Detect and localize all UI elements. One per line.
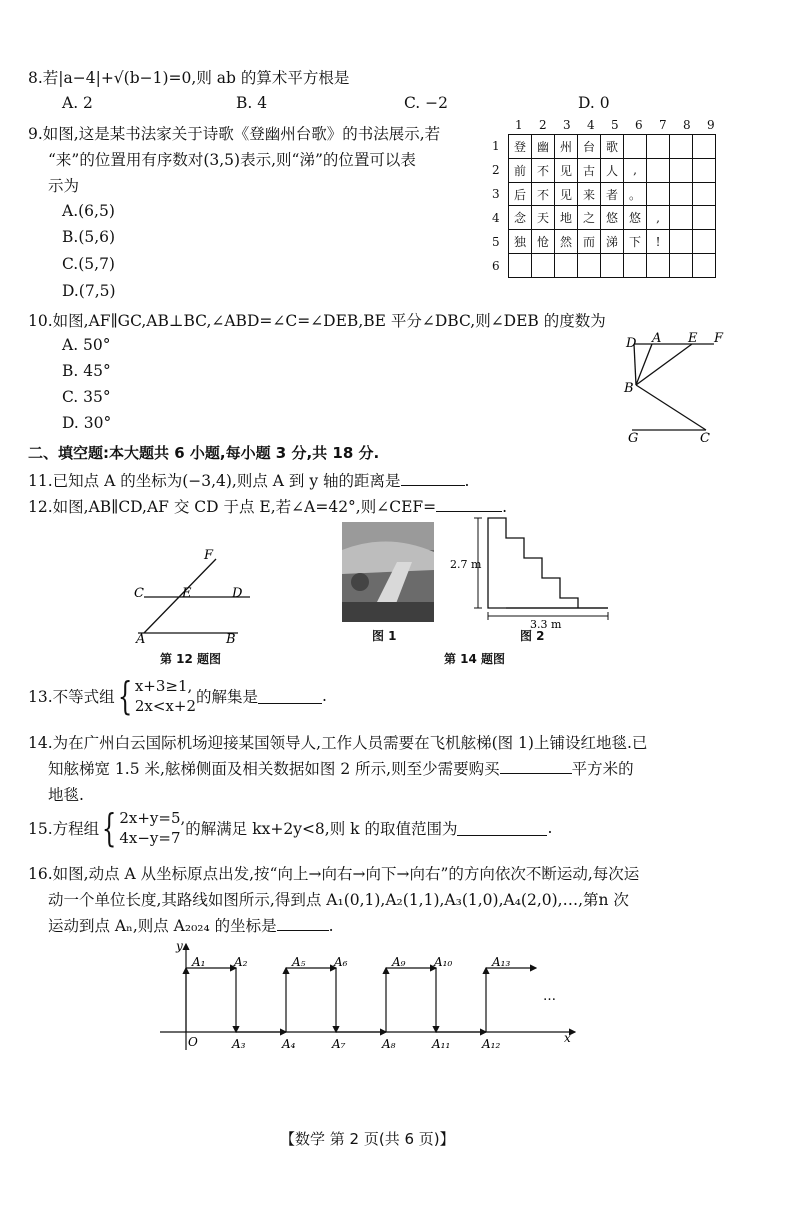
q10-option-c: C. 35° bbox=[62, 388, 111, 406]
q11 bbox=[28, 469, 469, 491]
grid-cell bbox=[670, 182, 693, 206]
q10-figure bbox=[620, 330, 730, 445]
grid-cell: ! bbox=[647, 230, 670, 254]
q12-answer-blank[interactable] bbox=[436, 497, 502, 512]
point-label-bottom: A₈ bbox=[382, 1037, 396, 1051]
fig14-photo bbox=[342, 522, 434, 622]
grid-cell bbox=[624, 254, 647, 278]
q14-line3: 地毯. bbox=[48, 786, 84, 804]
q9-option-d: D.(7,5) bbox=[62, 282, 116, 300]
grid-cell: 前 bbox=[509, 158, 532, 182]
fig14-img2-label: 图 2 bbox=[520, 629, 545, 643]
grid-cell bbox=[624, 135, 647, 159]
q15-brace: { bbox=[101, 806, 117, 850]
point-label-top: A₁₀ bbox=[434, 955, 453, 969]
width-label: 3.3 m bbox=[530, 618, 562, 630]
grid-cell bbox=[693, 254, 716, 278]
grid-cell: 涕 bbox=[601, 230, 624, 254]
grid-cell bbox=[647, 254, 670, 278]
q10-option-a: A. 50° bbox=[62, 336, 111, 354]
grid-cell bbox=[670, 230, 693, 254]
q9-option-c: C.(5,7) bbox=[62, 255, 115, 273]
grid-cell bbox=[670, 254, 693, 278]
point-label-top: A₁ bbox=[192, 955, 206, 969]
q13-line1: x+3≥1, bbox=[134, 677, 193, 695]
grid-cell: 下 bbox=[624, 230, 647, 254]
grid-cell: 地 bbox=[555, 206, 578, 230]
grid-cell bbox=[693, 206, 716, 230]
grid-cell: 古 bbox=[578, 158, 601, 182]
photo-engine bbox=[351, 573, 369, 591]
fig12 bbox=[128, 545, 263, 645]
photo-ground bbox=[342, 602, 434, 622]
q15-line2: 4x−y=7 bbox=[119, 829, 181, 847]
point-label-bottom: A₃ bbox=[232, 1037, 246, 1051]
label-d: D bbox=[232, 586, 243, 601]
q10-option-d: D. 30° bbox=[62, 414, 112, 432]
point-label-top: A₉ bbox=[392, 955, 406, 969]
grid-cell: 人 bbox=[601, 158, 624, 182]
y-label: y bbox=[176, 939, 183, 953]
grid-cell: 之 bbox=[578, 206, 601, 230]
label-b: B bbox=[226, 632, 236, 645]
motion-path bbox=[186, 968, 536, 1032]
grid-col-number: 8 bbox=[683, 118, 691, 132]
q8-option-d: D. 0 bbox=[578, 94, 610, 112]
fig14-img1-label: 图 1 bbox=[372, 629, 397, 643]
continuation-dots: … bbox=[543, 989, 556, 1004]
q15-answer-blank[interactable] bbox=[457, 821, 547, 836]
q16-line1: 16.如图,动点 A 从坐标原点出发,按“向上→向右→向下→向右”的方向依次不断运动,每次运 bbox=[28, 865, 640, 883]
grid-cell bbox=[532, 254, 555, 278]
grid-cell: 见 bbox=[555, 158, 578, 182]
section-2-title: 二、填空题:本大题共 6 小题,每小题 3 分,共 18 分. bbox=[28, 444, 380, 462]
q9-stem-line2: “来”的位置用有序数对(3,5)表示,则“涕”的位置可以表 bbox=[48, 151, 416, 169]
grid-cell: 者 bbox=[601, 182, 624, 206]
fig12-caption: 第 12 题图 bbox=[160, 652, 222, 666]
grid-cell: 。 bbox=[624, 182, 647, 206]
q11-end: . bbox=[464, 472, 470, 490]
point-label-top: A₅ bbox=[292, 955, 306, 969]
q15-system bbox=[119, 808, 185, 848]
label-g: G bbox=[628, 431, 639, 445]
grid-cell bbox=[693, 135, 716, 159]
q13-answer-blank[interactable] bbox=[258, 689, 322, 704]
q12 bbox=[28, 495, 507, 517]
q15-prefix: 15.方程组 bbox=[28, 820, 100, 838]
q9-option-b: B.(5,6) bbox=[62, 228, 116, 246]
grid-col-number: 2 bbox=[539, 118, 547, 132]
fig14-caption: 第 14 题图 bbox=[444, 652, 506, 666]
grid-cell: 见 bbox=[555, 182, 578, 206]
q8-option-a: A. 2 bbox=[62, 94, 93, 112]
q14-line2 bbox=[48, 757, 634, 779]
grid-row bbox=[509, 230, 716, 254]
label-a: A bbox=[136, 632, 146, 645]
grid-cell: 州 bbox=[555, 135, 578, 159]
q9-stem-line3: 示为 bbox=[48, 177, 80, 195]
x-label: x bbox=[564, 1031, 571, 1045]
grid-row bbox=[509, 158, 716, 182]
label-f: F bbox=[714, 331, 724, 346]
grid-row-number: 1 bbox=[492, 139, 500, 153]
point-label-bottom: A₁₁ bbox=[432, 1037, 451, 1051]
stair-outline bbox=[488, 518, 608, 608]
grid-cell: 台 bbox=[578, 135, 601, 159]
label-e: E bbox=[182, 586, 192, 601]
q16-line3 bbox=[48, 914, 334, 936]
grid-cell: 歌 bbox=[601, 135, 624, 159]
point-label-bottom: A₁₂ bbox=[482, 1037, 501, 1051]
point-label-top: A₆ bbox=[334, 955, 348, 969]
grid-cell: 幽 bbox=[532, 135, 555, 159]
q15-line1: 2x+y=5, bbox=[119, 809, 186, 827]
grid-cell: 不 bbox=[532, 158, 555, 182]
q13 bbox=[28, 676, 327, 716]
grid-row bbox=[509, 206, 716, 230]
grid-col-number: 5 bbox=[611, 118, 619, 132]
label-c: C bbox=[700, 431, 710, 445]
grid-cell: 不 bbox=[532, 182, 555, 206]
grid-col-number: 6 bbox=[635, 118, 643, 132]
grid-row bbox=[509, 182, 716, 206]
grid-cell: 后 bbox=[509, 182, 532, 206]
q13-end: . bbox=[322, 687, 327, 705]
grid-col-number: 1 bbox=[515, 118, 523, 132]
grid-cell bbox=[647, 158, 670, 182]
grid-table bbox=[508, 134, 716, 278]
grid-cell: 怆 bbox=[532, 230, 555, 254]
label-f: F bbox=[204, 548, 214, 563]
q8-option-c: C. −2 bbox=[404, 94, 449, 112]
grid-col-number: 4 bbox=[587, 118, 595, 132]
grid-row-number: 5 bbox=[492, 235, 500, 249]
grid-cell bbox=[601, 254, 624, 278]
origin-label: O bbox=[188, 1035, 198, 1049]
q12-stem: 12.如图,AB∥CD,AF 交 CD 于点 E,若∠A=42°,则∠CEF= bbox=[28, 498, 437, 516]
point-labels bbox=[191, 955, 510, 1051]
q16-answer-blank[interactable] bbox=[277, 916, 329, 931]
grid-cell: 然 bbox=[555, 230, 578, 254]
q14-answer-blank[interactable] bbox=[500, 759, 572, 774]
grid-cell bbox=[647, 135, 670, 159]
q15-end: . bbox=[547, 819, 553, 837]
q9-stem-line1: 9.如图,这是某书法家关于诗歌《登幽州台歌》的书法展示,若 bbox=[28, 125, 441, 143]
grid-cell bbox=[693, 182, 716, 206]
grid-cell: , bbox=[624, 158, 647, 182]
grid-row-number: 2 bbox=[492, 163, 500, 177]
grid-cell: , bbox=[647, 206, 670, 230]
point-label-top: A₁₃ bbox=[492, 955, 511, 969]
grid-cell: 悠 bbox=[601, 206, 624, 230]
label-d: D bbox=[626, 336, 637, 351]
grid-cell: 悠 bbox=[624, 206, 647, 230]
fig14-stairs bbox=[448, 512, 618, 630]
q15 bbox=[28, 808, 552, 848]
point-label-bottom: A₄ bbox=[282, 1037, 296, 1051]
fig16 bbox=[150, 938, 590, 1058]
height-label: 2.7 m bbox=[450, 558, 482, 571]
q13-brace: { bbox=[117, 674, 133, 718]
grid-col-number: 3 bbox=[563, 118, 571, 132]
q11-stem: 11.已知点 A 的坐标为(−3,4),则点 A 到 y 轴的距离是 bbox=[28, 472, 401, 490]
q8-option-b: B. 4 bbox=[236, 94, 268, 112]
q14-line1: 14.为在广州白云国际机场迎接某国领导人,工作人员需要在飞机舷梯(图 1)上铺设红地毯.已 bbox=[28, 734, 648, 752]
label-b: B bbox=[624, 381, 634, 396]
line-bc bbox=[636, 385, 706, 430]
grid-cell bbox=[693, 230, 716, 254]
grid-row-number: 3 bbox=[492, 187, 500, 201]
q13-prefix: 13.不等式组 bbox=[28, 688, 115, 706]
q13-system bbox=[135, 676, 196, 716]
grid-col-number: 7 bbox=[659, 118, 667, 132]
q15-suffix: 的解满足 kx+2y<8,则 k 的取值范围为 bbox=[185, 820, 458, 838]
grid-row bbox=[509, 135, 716, 159]
q13-line2: 2x<x+2 bbox=[134, 697, 196, 715]
grid-cell: 而 bbox=[578, 230, 601, 254]
q14-line2a: 知舷梯宽 1.5 米,舷梯侧面及相关数据如图 2 所示,则至少需要购买 bbox=[48, 760, 500, 778]
grid-cell bbox=[670, 158, 693, 182]
label-e: E bbox=[688, 331, 698, 346]
grid-cell bbox=[555, 254, 578, 278]
q12-end: . bbox=[502, 498, 508, 516]
q16-line2: 动一个单位长度,其路线如图所示,得到点 A₁(0,1),A₂(1,1),A₃(1,0),A₄(2,0),…,第n 次 bbox=[48, 891, 629, 909]
q16-line3-text: 运动到点 Aₙ,则点 A₂₀₂₄ 的坐标是 bbox=[48, 917, 277, 935]
q8-stem: 8.若|a−4|+√(b−1)=0,则 ab 的算术平方根是 bbox=[28, 69, 350, 87]
label-a: A bbox=[652, 331, 662, 346]
q10-option-b: B. 45° bbox=[62, 362, 111, 380]
grid-cell bbox=[509, 254, 532, 278]
label-c: C bbox=[134, 586, 144, 601]
grid-cell bbox=[670, 206, 693, 230]
grid-cell bbox=[578, 254, 601, 278]
grid-row-numbers bbox=[492, 134, 508, 278]
grid-cell: 登 bbox=[509, 135, 532, 159]
q10-stem: 10.如图,AF∥GC,AB⊥BC,∠ABD=∠C=∠DEB,BE 平分∠DBC,则∠DEB 的度数为 bbox=[28, 312, 606, 330]
grid-cell: 来 bbox=[578, 182, 601, 206]
grid-row-number: 6 bbox=[492, 259, 500, 273]
grid-row-number: 4 bbox=[492, 211, 500, 225]
q9-grid-figure bbox=[492, 118, 716, 278]
q9-option-a: A.(6,5) bbox=[62, 202, 115, 220]
page-footer: 【数学 第 2 页(共 6 页)】 bbox=[280, 1130, 455, 1148]
grid-col-number: 9 bbox=[707, 118, 715, 132]
grid-cell: 独 bbox=[509, 230, 532, 254]
line-af bbox=[144, 559, 216, 633]
q13-suffix: 的解集是 bbox=[196, 688, 259, 706]
point-label-top: A₂ bbox=[234, 955, 248, 969]
grid-cell: 念 bbox=[509, 206, 532, 230]
grid-cell: 天 bbox=[532, 206, 555, 230]
q11-answer-blank[interactable] bbox=[401, 471, 465, 486]
grid-row bbox=[509, 254, 716, 278]
grid-cell bbox=[693, 158, 716, 182]
q14-line2b: 平方米的 bbox=[571, 760, 634, 778]
q16-end: . bbox=[328, 917, 334, 935]
point-label-bottom: A₇ bbox=[332, 1037, 346, 1051]
grid-cell bbox=[647, 182, 670, 206]
grid-cell bbox=[670, 135, 693, 159]
grid-column-numbers bbox=[508, 118, 716, 134]
